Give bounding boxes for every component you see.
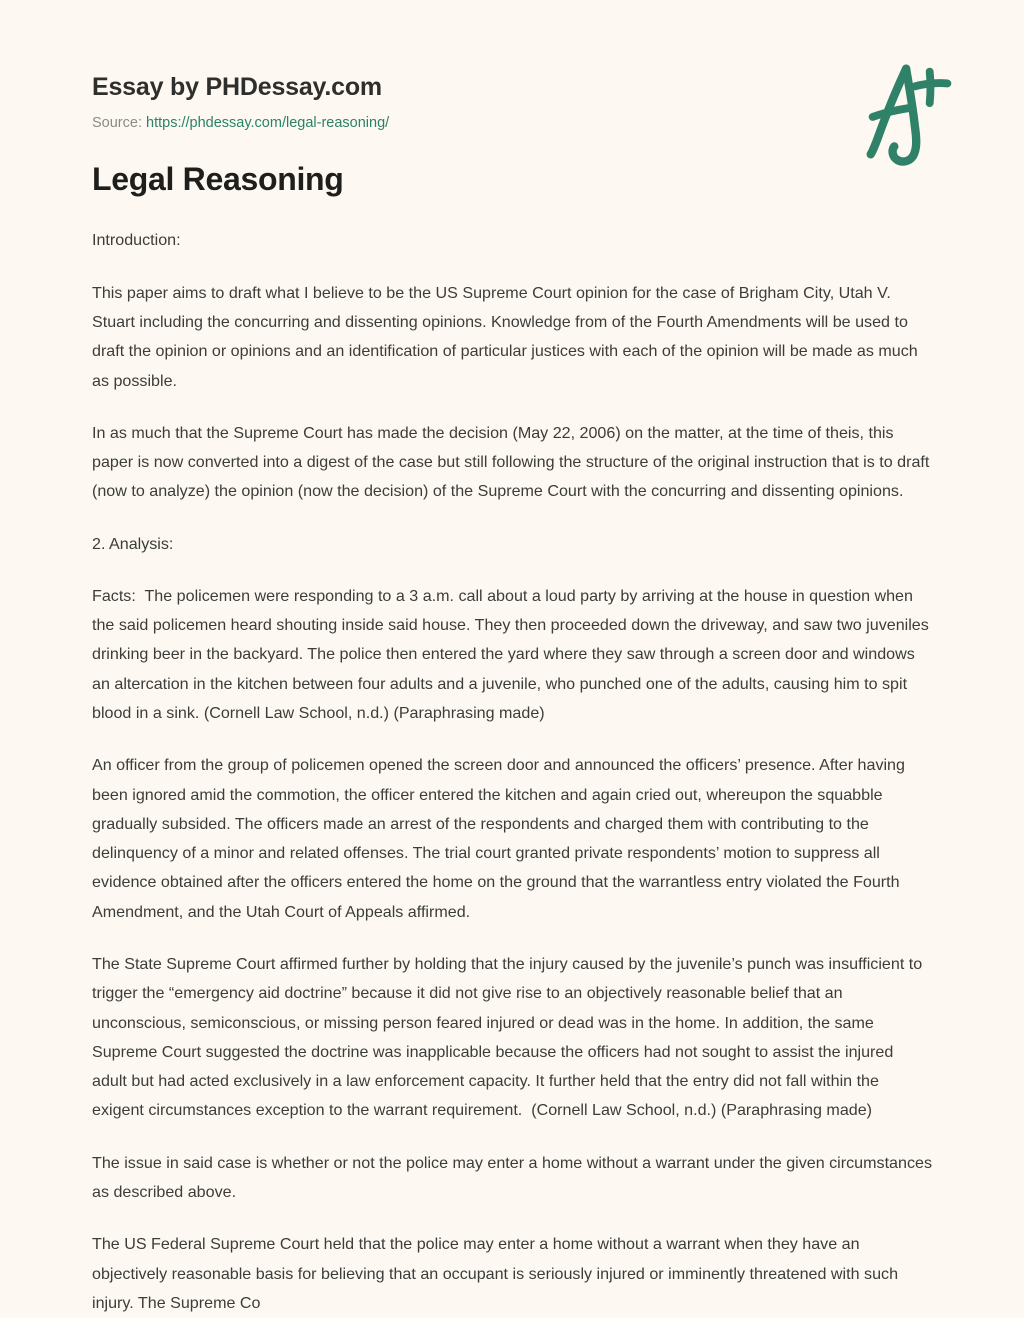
paragraph: Facts: The policemen were responding to a 3 a.m. call about a loud party by arriving at the house in question when the said policemen heard shouting inside said house. They then proceeded down the driveway, and saw two juveniles drinking beer in the backyard. The police then entered the yard where they saw through a screen door and windows an altercation in the kitchen between four adults and a juvenile, who punched one of the adults, causing him to spit blood in a sink. (Cornell Law School, n.d.) (Paraphrasing made) <box>92 586 934 723</box>
source-url-link[interactable]: https://phdessay.com/legal-reasoning/ <box>146 114 390 131</box>
source-label: Source: <box>92 114 142 131</box>
paragraph: 2. Analysis: <box>92 534 174 553</box>
essay-body <box>92 198 937 1318</box>
paragraph: The US Federal Supreme Court held that the police may enter a home without a warrant when they have an objectively reasonable basis for believing that an occupant is seriously injured or imminently threatened with such injury. The Supreme Co <box>92 1235 903 1312</box>
a-plus-icon <box>852 52 970 170</box>
paragraph: This paper aims to draft what I believe to be the US Supreme Court opinion for the case of Brigham City, Utah V. Stuart including the concurring and dissenting opinions. Knowledge from of the Fourth Amendments will be used to draft the opinion or opinions and an identification of particular justices with each of the opinion will be made as much as possible. <box>92 283 923 390</box>
brand-title: Essay by PHDessay.com <box>92 73 382 101</box>
paragraph: An officer from the group of policemen opened the screen door and announced the officers’ presence. After having been ignored amid the commotion, the officer entered the kitchen and again cried out, whereupon the squabble gradually subsided. The officers made an arrest of the respondents and charged them with contributing to the delinquency of a minor and related offenses. The trial court granted private respondents’ motion to suppress all evidence obtained after the officers entered the home on the ground that the warrantless entry violated the Fourth Amendment, and the Utah Court of Appeals affirmed. <box>92 756 910 921</box>
phdessay-a-plus-logo <box>852 52 970 170</box>
page-title: Legal Reasoning <box>92 161 344 197</box>
page-header <box>92 0 932 131</box>
paragraph: The State Supreme Court affirmed further by holding that the injury caused by the juvenile’s punch was insufficient to trigger the “emergency aid doctrine” because it did not give rise to an objectively reasonable belief that an unconscious, semiconscious, or missing person feared injured or dead was in the home. In addition, the same Supreme Court suggested the doctrine was inapplicable because the officers had not sought to assist the injured adult but had acted exclusively in a law enforcement capacity. It further held that the entry did not fall within the exigent circumstances exception to the warrant requirement. (Cornell Law School, n.d.) (Paraphrasing made) <box>92 955 927 1120</box>
paragraph: In as much that the Supreme Court has made the decision (May 22, 2006) on the matter, at the time of theis, this paper is now converted into a digest of the case but still following the structure of the original instruction that is to draft (now to analyze) the opinion (now the decision) of the Supreme Court with the concurring and dissenting opinions. <box>92 423 934 501</box>
paragraph: Introduction: <box>92 231 181 250</box>
source-line <box>92 115 932 132</box>
paragraph: The issue in said case is whether or not the police may enter a home without a warrant under the given circumstances as described above. <box>92 1153 937 1201</box>
